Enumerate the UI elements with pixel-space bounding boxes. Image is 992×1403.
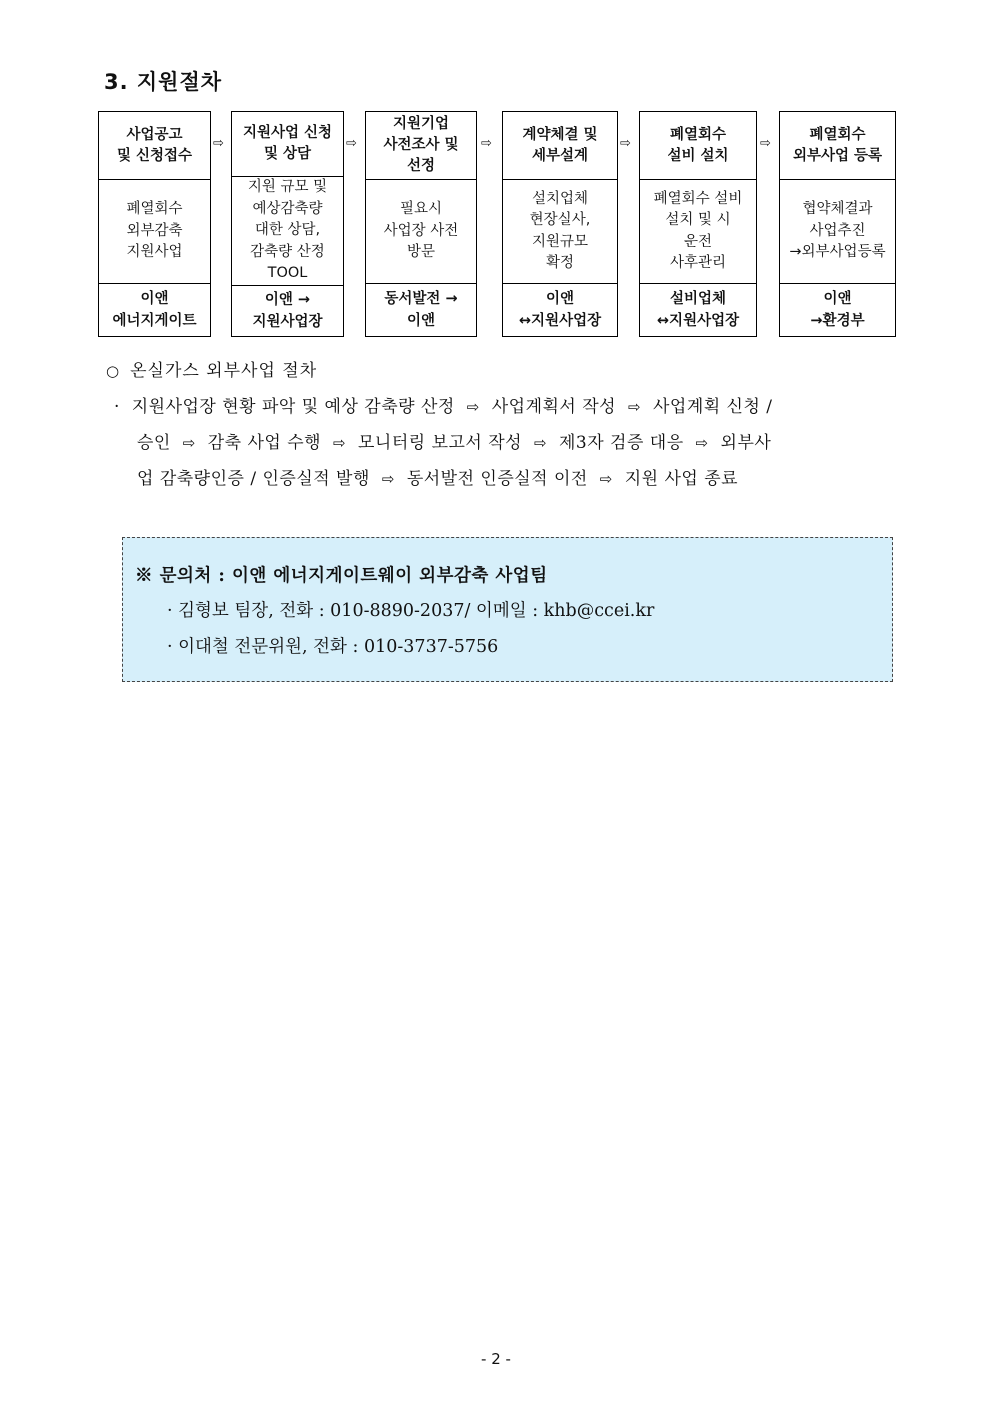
process-step: 업 감축량인증 / 인증실적 발행 xyxy=(137,469,370,489)
step-foot: 설비업체 ↔지원사업장 xyxy=(640,283,756,336)
step-foot: 이앤 →환경부 xyxy=(780,283,895,336)
circle-bullet-icon: ○ xyxy=(106,362,121,380)
step-foot: 이앤 ↔지원사업장 xyxy=(503,283,617,336)
ghg-process-line-3 xyxy=(137,464,738,489)
step-body: 폐열회수 설비 설치 및 시 운전 사후관리 xyxy=(653,190,743,271)
ghg-process-heading xyxy=(106,356,317,381)
step-head: 지원사업 신청 및 상담 xyxy=(232,112,343,177)
step-body: 지원 규모 및 예상감축량 대한 상담, 감축량 산정 TOOL xyxy=(247,179,328,282)
process-arrow-icon: ⇨ xyxy=(333,434,347,452)
step-head: 지원기업 사전조사 및 선정 xyxy=(366,112,476,180)
process-step: 사업계획 신청 / xyxy=(652,397,773,417)
step-head: 계약체결 및 세부설계 xyxy=(503,112,617,180)
process-arrow-icon: ⇨ xyxy=(466,398,480,416)
contact-line-kim: · 김형보 팀장, 전화 : 010-8890-2037/ 이메일 : khb@ccei.kr xyxy=(167,601,655,621)
step-installation xyxy=(639,111,757,337)
contact-line-lee: · 이대철 전문위원, 전화 : 010-3737-5756 xyxy=(167,637,499,657)
flow-arrow-icon: ⇨ xyxy=(620,136,631,151)
step-body: 협약체결과 사업추진 →외부사업등록 xyxy=(789,201,886,261)
process-arrow-icon: ⇨ xyxy=(534,434,548,452)
step-application xyxy=(231,111,344,337)
ghg-process-line-2 xyxy=(137,428,771,453)
process-step: 제3자 검증 대응 xyxy=(558,433,684,453)
process-arrow-icon: ⇨ xyxy=(599,470,613,488)
process-step: 지원사업장 현황 파악 및 예상 감축량 산정 xyxy=(131,397,455,417)
step-head: 사업공고 및 신청접수 xyxy=(99,112,210,180)
process-step: 지원 사업 종료 xyxy=(624,469,739,489)
contact-box xyxy=(122,537,893,682)
flow-arrow-icon: ⇨ xyxy=(213,136,224,151)
step-head: 폐열회수 외부사업 등록 xyxy=(780,112,895,180)
contact-title: ※ 문의처 : 이앤 에너지게이트웨이 외부감축 사업팀 xyxy=(135,566,548,586)
step-foot: 동서발전 → 이앤 xyxy=(366,283,476,336)
ghg-heading-text: 온실가스 외부사업 절차 xyxy=(130,361,318,381)
flow-arrow-icon: ⇨ xyxy=(760,136,771,151)
process-arrow-icon: ⇨ xyxy=(695,434,709,452)
process-step: 사업계획서 작성 xyxy=(491,397,617,417)
step-announcement xyxy=(98,111,211,337)
step-body: 필요시 사업장 사전 방문 xyxy=(383,201,459,261)
step-body: 설치업체 현장실사, 지원규모 확정 xyxy=(529,190,591,271)
page-number: - 2 - xyxy=(481,1350,511,1368)
step-head: 폐열회수 설비 설치 xyxy=(640,112,756,180)
step-contract xyxy=(502,111,618,337)
ghg-process-line-1 xyxy=(114,392,773,417)
section-title: 3. 지원절차 xyxy=(104,70,223,94)
process-arrow-icon: ⇨ xyxy=(182,434,196,452)
process-step: 승인 xyxy=(137,433,171,453)
flow-arrow-icon: ⇨ xyxy=(481,136,492,151)
middle-dot-icon: · xyxy=(114,397,120,417)
process-step: 감축 사업 수행 xyxy=(207,433,322,453)
step-selection xyxy=(365,111,477,337)
process-step: 동서발전 인증실적 이전 xyxy=(406,469,588,489)
process-step: 모니터링 보고서 작성 xyxy=(357,433,523,453)
step-foot: 이앤 에너지게이트 xyxy=(99,283,210,336)
flow-arrow-icon: ⇨ xyxy=(346,136,357,151)
step-foot: 이앤 → 지원사업장 xyxy=(232,285,343,336)
process-arrow-icon: ⇨ xyxy=(627,398,642,416)
process-arrow-icon: ⇨ xyxy=(381,470,395,488)
step-registration xyxy=(779,111,896,337)
process-step: 외부사 xyxy=(720,433,772,453)
step-body: 폐열회수 외부감축 지원사업 xyxy=(126,201,183,261)
